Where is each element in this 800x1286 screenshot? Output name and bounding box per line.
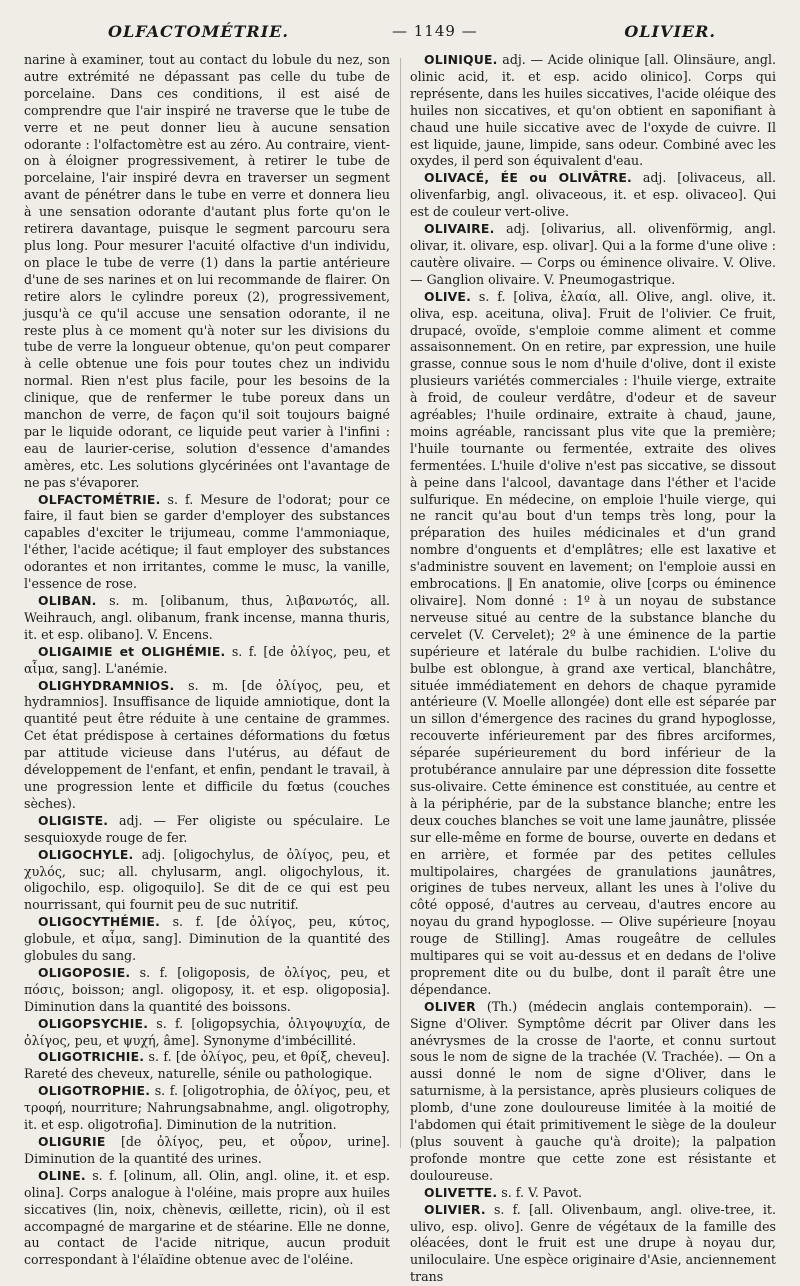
dictionary-entry: [24, 965, 390, 1016]
dictionary-entry: [24, 1016, 390, 1050]
dictionary-entry: [24, 1134, 390, 1168]
entry-text: s. f. V. Pavot.: [497, 1184, 583, 1200]
dictionary-entry: [24, 914, 390, 965]
entry-text: s. f. [de ὀλίγος, peu, κύτος, globule, et αἷμα, sang]. Diminution de la quantité des globules du sang.: [24, 914, 390, 964]
entry-text: adj. — Fer oligiste ou spéculaire. Le sesquioxyde rouge de fer.: [24, 812, 390, 845]
dictionary-entry: [24, 52, 390, 492]
entry-headword: OLIGHYDRAMNIOS.: [38, 677, 175, 693]
dictionary-entry: [24, 678, 390, 813]
entry-headword: OLIGOPSYCHIE.: [38, 1015, 149, 1031]
entry-headword: OLIVETTE.: [424, 1184, 498, 1200]
dictionary-entry: [410, 221, 776, 289]
dictionary-entry: [410, 999, 776, 1185]
entry-text: adj. — Acide olinique [all. Olinsäure, angl. olinic acid, it. et esp. acido olinico]. Corps qui représente, dans les huiles siccatives, l'acide oléique des huiles non siccatives, et qu'on obtient en saponifiant à chaud une huile siccative avec de l'oxyde de cuivre. Il est liquide, jaune, limpide, sans odeur. Combiné avec les oxydes, il perd son équivalent d'eau.: [410, 52, 776, 169]
left-running-head: OLFACTOMÉTRIE.: [108, 22, 289, 41]
entry-headword: OLIVAIRE.: [424, 221, 495, 237]
entry-text: narine à examiner, tout au contact du lobule du nez, son autre extrémité ne dépassant pas celle du tube de porcelaine. Dans ces conditions, il est aisé de comprendre que l'air inspiré ne traverse que le tube de verre et ne peut donner lieu à aucune sensation odorante : l'olfactomètre est au zéro. Au contraire, vient-on à éloigner progressivement, à retirer le tube de porcelaine, l'air inspiré devra en traverser un segment avant de pénétrer dans le tube en verre et donnera lieu à une sensation odorante d'autant plus forte qu'on le retirera davantage, puisque le segment parcouru sera plus long. Pour mesurer l'acuité olfactive d'un individu, on place le tube de verre (1) dans la partie antérieure d'une de ses narines et on lui recommande de flairer. On retire alors le cylindre poreux (2), progressivement, jusqu'à ce qu'il accuse une sensation odorante, il ne reste plus à ce moment qu'à noter sur les divisions du tube de verre la longueur obtenue, qu'on peut comparer à celle obtenue une fois pour toutes chez un individu normal. Rien n'est plus facile, pour les besoins de la clinique, que de renfermer le tube poreux dans un manchon de verre, de façon qu'il soit toujours baigné par le liquide odorant, ce liquide peut varier à l'infini : eau de laurier-cerise, solution d'essence d'amandes amères, etc. Les solutions glycérinées ont l'avantage de ne pas s'évaporer.: [24, 52, 390, 490]
dictionary-entry: [410, 1185, 776, 1202]
entry-text: s. f. [olinum, all. Olin, angl. oline, it. et esp. olina]. Corps analogue à l'oléine, mais propre aux huiles siccatives (lin, noix, chènevis, œillette, ricin), où il est accompagné de margarine et de stéarine. Elle ne donne, au contact de l'acide nitrique, aucun produit correspondant à l'élaïdine obtenue avec de l'oléine.: [24, 1167, 390, 1268]
dictionary-entry: [24, 847, 390, 915]
entry-headword: OLIGAIMIE et OLIGHÉMIE.: [38, 643, 226, 659]
entry-headword: OLIVACÉ, ÉE ou OLIVÂTRE.: [424, 170, 632, 186]
entry-headword: OLINE.: [38, 1167, 86, 1183]
dictionary-entry: [24, 644, 390, 678]
entry-text: s. f. [oligotrophia, de ὀλίγος, peu, et τροφή, nourriture; Nahrungsabnahme, angl. oligotrophy, it. et esp. oligotrofia]. Diminution de la nutrition.: [24, 1083, 390, 1133]
dictionary-entry: [24, 1049, 390, 1083]
entry-headword: OLIGOTRICHIE.: [38, 1049, 145, 1065]
dictionary-entry: [24, 593, 390, 644]
entry-headword: OLIVE.: [424, 288, 471, 304]
entry-text: s. f. [oligopsychia, ὀλιγοψυχία, de ὀλίγος, peu, et ψυχή, âme]. Synonyme d'imbécillité.: [24, 1015, 390, 1048]
entry-headword: OLIGISTE.: [38, 812, 109, 828]
entry-text: s. f. [de ὀλίγος, peu, et θρίξ, cheveu]. Rareté des cheveux, naturelle, sénile ou pathologique.: [24, 1049, 390, 1082]
dictionary-entry: [410, 289, 776, 999]
entry-text: s. f. [all. Olivenbaum, angl. olive-tree, it. ulivo, esp. olivo]. Genre de végétaux de la famille des oléacées, dont le fruit est une drupe à noyau dur, uniloculaire. Une espèce originaire d'Asie, anciennement trans: [410, 1201, 776, 1285]
entry-text: s. f. [de ὀλίγος, peu, et αἷμα, sang]. L'anémie.: [24, 643, 390, 676]
entry-headword: OLIVER: [424, 998, 476, 1014]
entry-text: s. f. Mesure de l'odorat; pour ce faire, il faut bien se garder d'employer des substances capables d'exciter le trijumeau, comme l'ammoniaque, l'éther, l'acide acétique; il faut employer des substances odorantes et non irritantes, comme le musc, la vanille, l'essence de rose.: [24, 491, 390, 592]
entry-text: adj. [oligochylus, de ὀλίγος, peu, et χυλός, suc; all. chylusarm, angl. oligochylous, it. oligochilo, esp. oligoquilo]. Se dit de ce qui est peu nourrissant, qui fournit peu de suc nutritif.: [24, 846, 390, 913]
dictionary-entry: [410, 1202, 776, 1286]
entry-text: adj. [olivaceus, all. olivenfarbig, angl. olivaceous, it. et esp. olivaceo]. Qui est de couleur vert-olive.: [410, 170, 776, 220]
entry-text: s. m. [de ὀλίγος, peu, et hydramnios]. Insuffisance de liquide amniotique, dont la quantité peut être réduite à une centaine de grammes. Cet état prédispose à certaines déformations du fœtus par attitude vicieuse dans l'utérus, au défaut de développement de l'enfant, et enfin, pendant le travail, à une progression lente et difficile du fœtus (couches sèches).: [24, 677, 390, 811]
dictionary-entry: [24, 813, 390, 847]
entry-headword: OLIBAN.: [38, 593, 97, 608]
entry-headword: OLINIQUE.: [424, 52, 498, 67]
entry-text: s. f. [oliva, ἐλαία, all. Olive, angl. olive, it. oliva, esp. aceituna, oliva]. Fruit de l'olivier. Ce fruit, drupacé, ovoïde, s'emploie comme aliment et comme assaisonnement. On en retire, par expression, une huile grasse, connue sous le nom d'huile d'olive, dont il existe plusieurs variétés commerciales : l'huile vierge, extraite à froid, de couleur verdâtre, d'odeur et de saveur agréables; l'huile ordinaire, extraite à chaud, jaune, moins agréable, rancissant plus vite que la première; l'huile tournante ou fermentée, extraite des olives fermentées. L'huile d'olive n'est pas siccative, se dissout à peine dans l'alcool, davantage dans l'éther et l'acide sulfurique. En médecine, on emploie l'huile vierge, qui ne rancit qu'au bout d'un temps très long, pour la préparation des huiles médicinales et d'un grand nombre d'onguents et d'emplâtres; elle est laxative et s'administre souvent en lavement; on l'emploie aussi en embrocations. ‖ En anatomie, olive [corps ou éminence olivaire]. Nom donné : 1º à un noyau de substance nerveuse situé au centre de la substance blanche du cervelet (V. Cervelet); 2º à une éminence de la partie supérieure et latérale du bulbe rachidien. L'olive du bulbe est oblongue, à grand axe vertical, blanchâtre, située immédiatement en dehors de chaque pyramide antérieure (V. Moelle allongée) dont elle est séparée par un sillon d'émergence des racines du grand hypoglosse, recouverte inférieurement par des fibres arciformes, séparée supérieurement du bord inférieur de la protubérance annulaire par une dépression dite fossette sus-olivaire. Cette éminence est constituée, au centre et à la périphérie, par de la substance blanche; entre les deux couches blanches se voit une lame jaunâtre, plissée sur elle-même en forme de bourse, ouverte en dedans et en arrière, et formée par des petites cellules multipolaires, chargées de granulations jaunâtres, origines de tubes nerveux, allant les unes à l'olive du côté opposé, d'autres au cerveau, d'autres encore au noyau du grand hypoglosse. — Olive supérieure [noyau rouge de Stilling]. Amas rougeâtre de cellules multipares qui se voit au-dessus et en dedans de l'olive proprement dite ou du bulbe, dont il paraît être une dépendance.: [410, 288, 776, 997]
dictionary-entry: [24, 1168, 390, 1269]
entry-text: s. m. [olibanum, thus, λιβανωτός, all. Weihrauch, angl. olibanum, frank incense, manna thuris, it. et esp. olibano]. V. Encens.: [24, 593, 390, 642]
dictionary-entry: [410, 170, 776, 221]
entry-headword: OLIGOPOSIE.: [38, 964, 131, 980]
entry-text: (Th.) (médecin anglais contemporain). — Signe d'Oliver. Symptôme décrit par Oliver dans les anévrysmes de la crosse de l'aorte, et connu surtout sous le nom de signe de la trachée (V. Trachée). — On a aussi donné le nom de signe d'Oliver, dans le saturnisme, à la persistance, après plusieurs coliques de plomb, d'une zone douloureuse limitée à la moitié de l'abdomen qui était primitivement le siège de la douleur (plus souvent à gauche qu'à droite); la palpation profonde montre que cette zone est résistante et douloureuse.: [410, 998, 776, 1183]
entry-headword: OLIGOTROPHIE.: [38, 1083, 151, 1099]
right-running-head: OLIVIER.: [624, 22, 716, 41]
entry-headword: OLIVIER.: [424, 1201, 486, 1217]
entry-text: adj. [olivarius, all. olivenförmig, angl. olivar, it. olivare, esp. olivar]. Qui a la forme d'une olive : cautère olivaire. — Corps ou éminence olivaire. V. Olive. — Ganglion olivaire. V. Pneumogastrique.: [410, 221, 776, 287]
entry-headword: OLIGOCHYLE.: [38, 846, 134, 862]
right-column: [410, 52, 776, 1285]
entry-text: [de ὀλίγος, peu, et οὖρον, urine]. Diminution de la quantité des urines.: [24, 1134, 390, 1166]
dictionary-entry: [410, 52, 776, 170]
left-column: [24, 52, 390, 1268]
text-columns: [24, 52, 776, 1285]
entry-headword: OLFACTOMÉTRIE.: [38, 491, 161, 507]
entry-headword: OLIGOCYTHÉMIE.: [38, 914, 161, 930]
entry-text: s. f. [oligoposis, de ὀλίγος, peu, et πόσις, boisson; angl. oligoposy, it. et esp. oligoposia]. Diminution dans la quantité des boissons.: [24, 964, 390, 1014]
dictionary-entry: [24, 492, 390, 593]
page-header: [24, 22, 776, 48]
dictionary-entry: [24, 1083, 390, 1134]
page-number: — 1149 —: [392, 22, 478, 40]
entry-headword: OLIGURIE: [38, 1134, 106, 1149]
